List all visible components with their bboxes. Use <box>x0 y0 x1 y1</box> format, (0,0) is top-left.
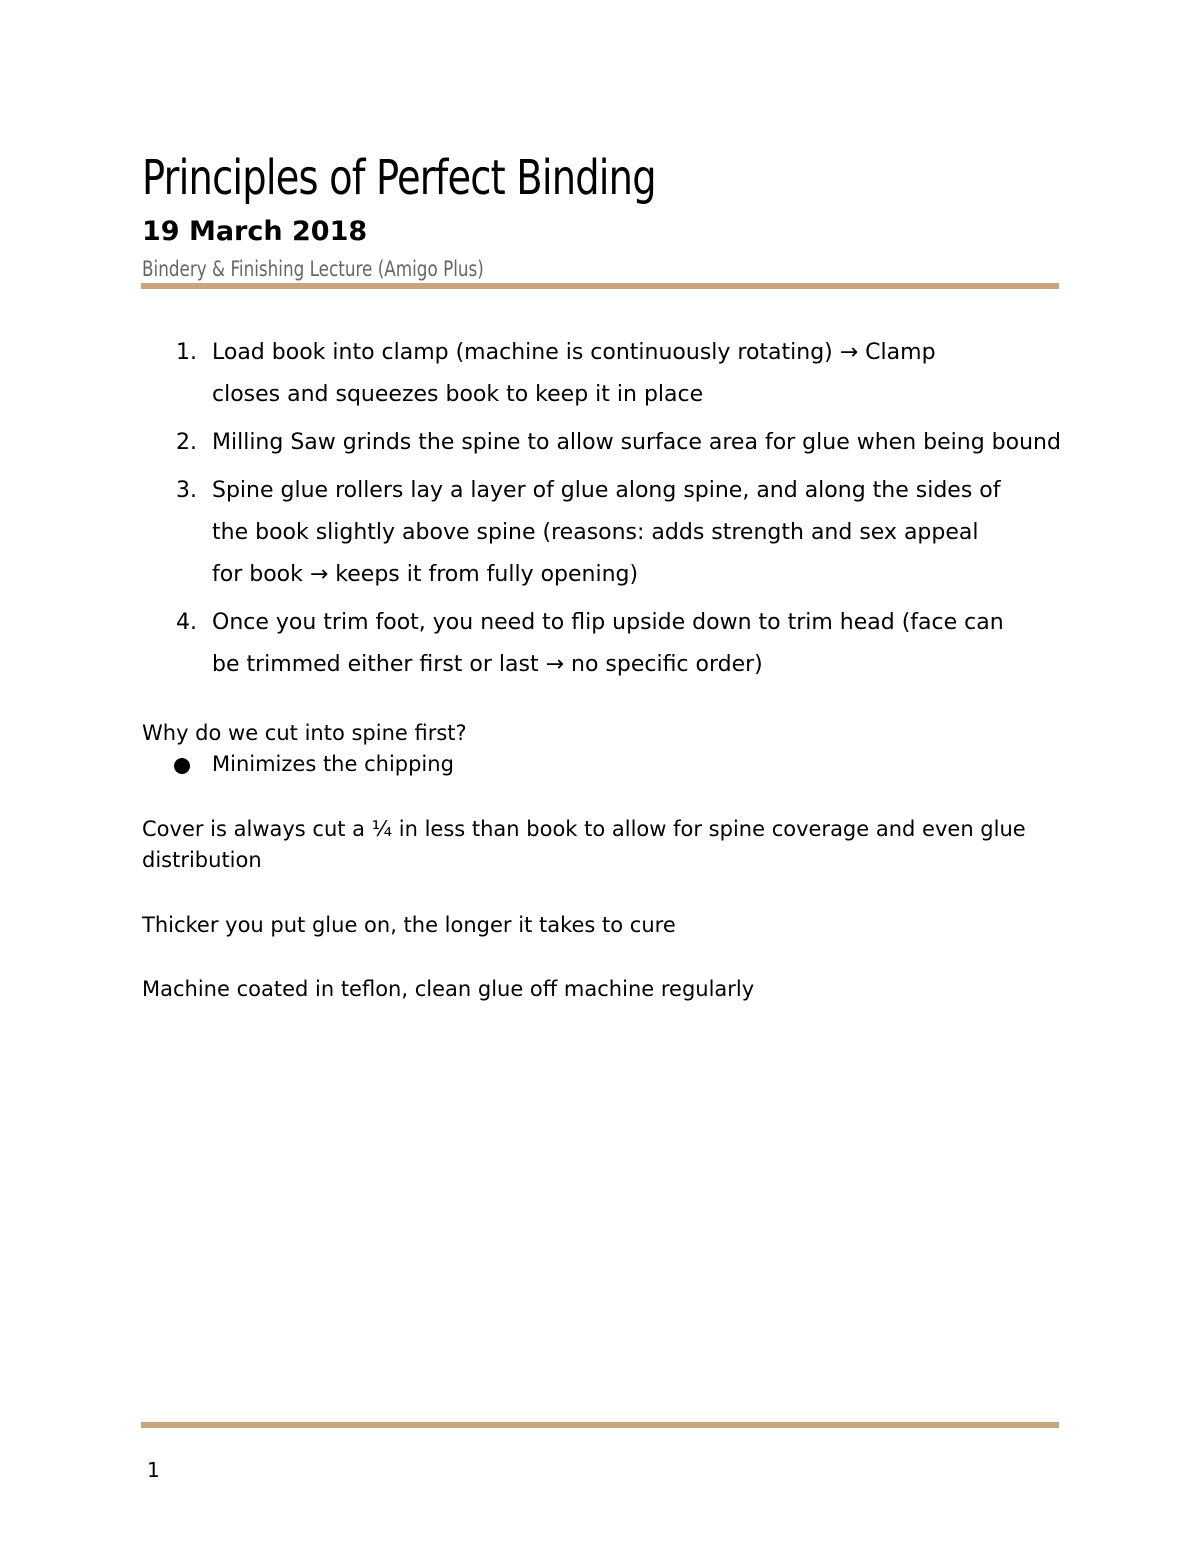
step-text-line: Milling Saw grinds the spine to allow surface area for glue when being bound <box>212 430 1061 455</box>
bullet-dot-icon <box>174 758 190 774</box>
step-text-line: closes and squeezes book to keep it in place <box>212 382 704 407</box>
machine-care-note: Machine coated in teflon, clean glue off machine regularly <box>142 977 755 1001</box>
bullet-text: Minimizes the chipping <box>212 752 454 776</box>
list-item <box>142 470 1072 596</box>
footer-divider <box>141 1422 1059 1428</box>
page-title: Principles of Perfect Binding <box>142 150 656 206</box>
cover-note-line: distribution <box>142 848 262 872</box>
step-text-line: Load book into clamp (machine is continuously rotating) → Clamp <box>212 340 936 365</box>
step-text-line: the book slightly above spine (reasons: adds strength and sex appeal <box>212 520 979 545</box>
page-subtitle: Bindery & Finishing Lecture (Amigo Plus) <box>142 257 484 281</box>
step-number: 2. <box>176 430 197 455</box>
step-text-line: be trimmed either first or last → no specific order) <box>212 652 763 677</box>
list-item <box>142 422 1072 464</box>
list-item <box>142 332 1072 416</box>
question-text: Why do we cut into spine first? <box>142 721 467 745</box>
step-text-line: Once you trim foot, you need to flip upside down to trim head (face can <box>212 610 1004 635</box>
header-divider <box>141 283 1059 289</box>
step-text-line: Spine glue rollers lay a layer of glue along spine, and along the sides of <box>212 478 1001 503</box>
cover-note-line: Cover is always cut a ¼ in less than book to allow for spine coverage and even glue <box>142 817 1026 841</box>
step-number: 1. <box>176 340 197 365</box>
page-number: 1 <box>147 1458 160 1482</box>
step-number: 3. <box>176 478 197 503</box>
step-text-line: for book → keeps it from fully opening) <box>212 562 639 587</box>
page-date: 19 March 2018 <box>142 216 368 247</box>
binding-steps-list <box>142 332 1072 692</box>
cover-note-paragraph <box>142 814 1082 876</box>
step-number: 4. <box>176 610 197 635</box>
glue-thickness-note: Thicker you put glue on, the longer it takes to cure <box>142 913 676 937</box>
list-item <box>142 602 1072 686</box>
